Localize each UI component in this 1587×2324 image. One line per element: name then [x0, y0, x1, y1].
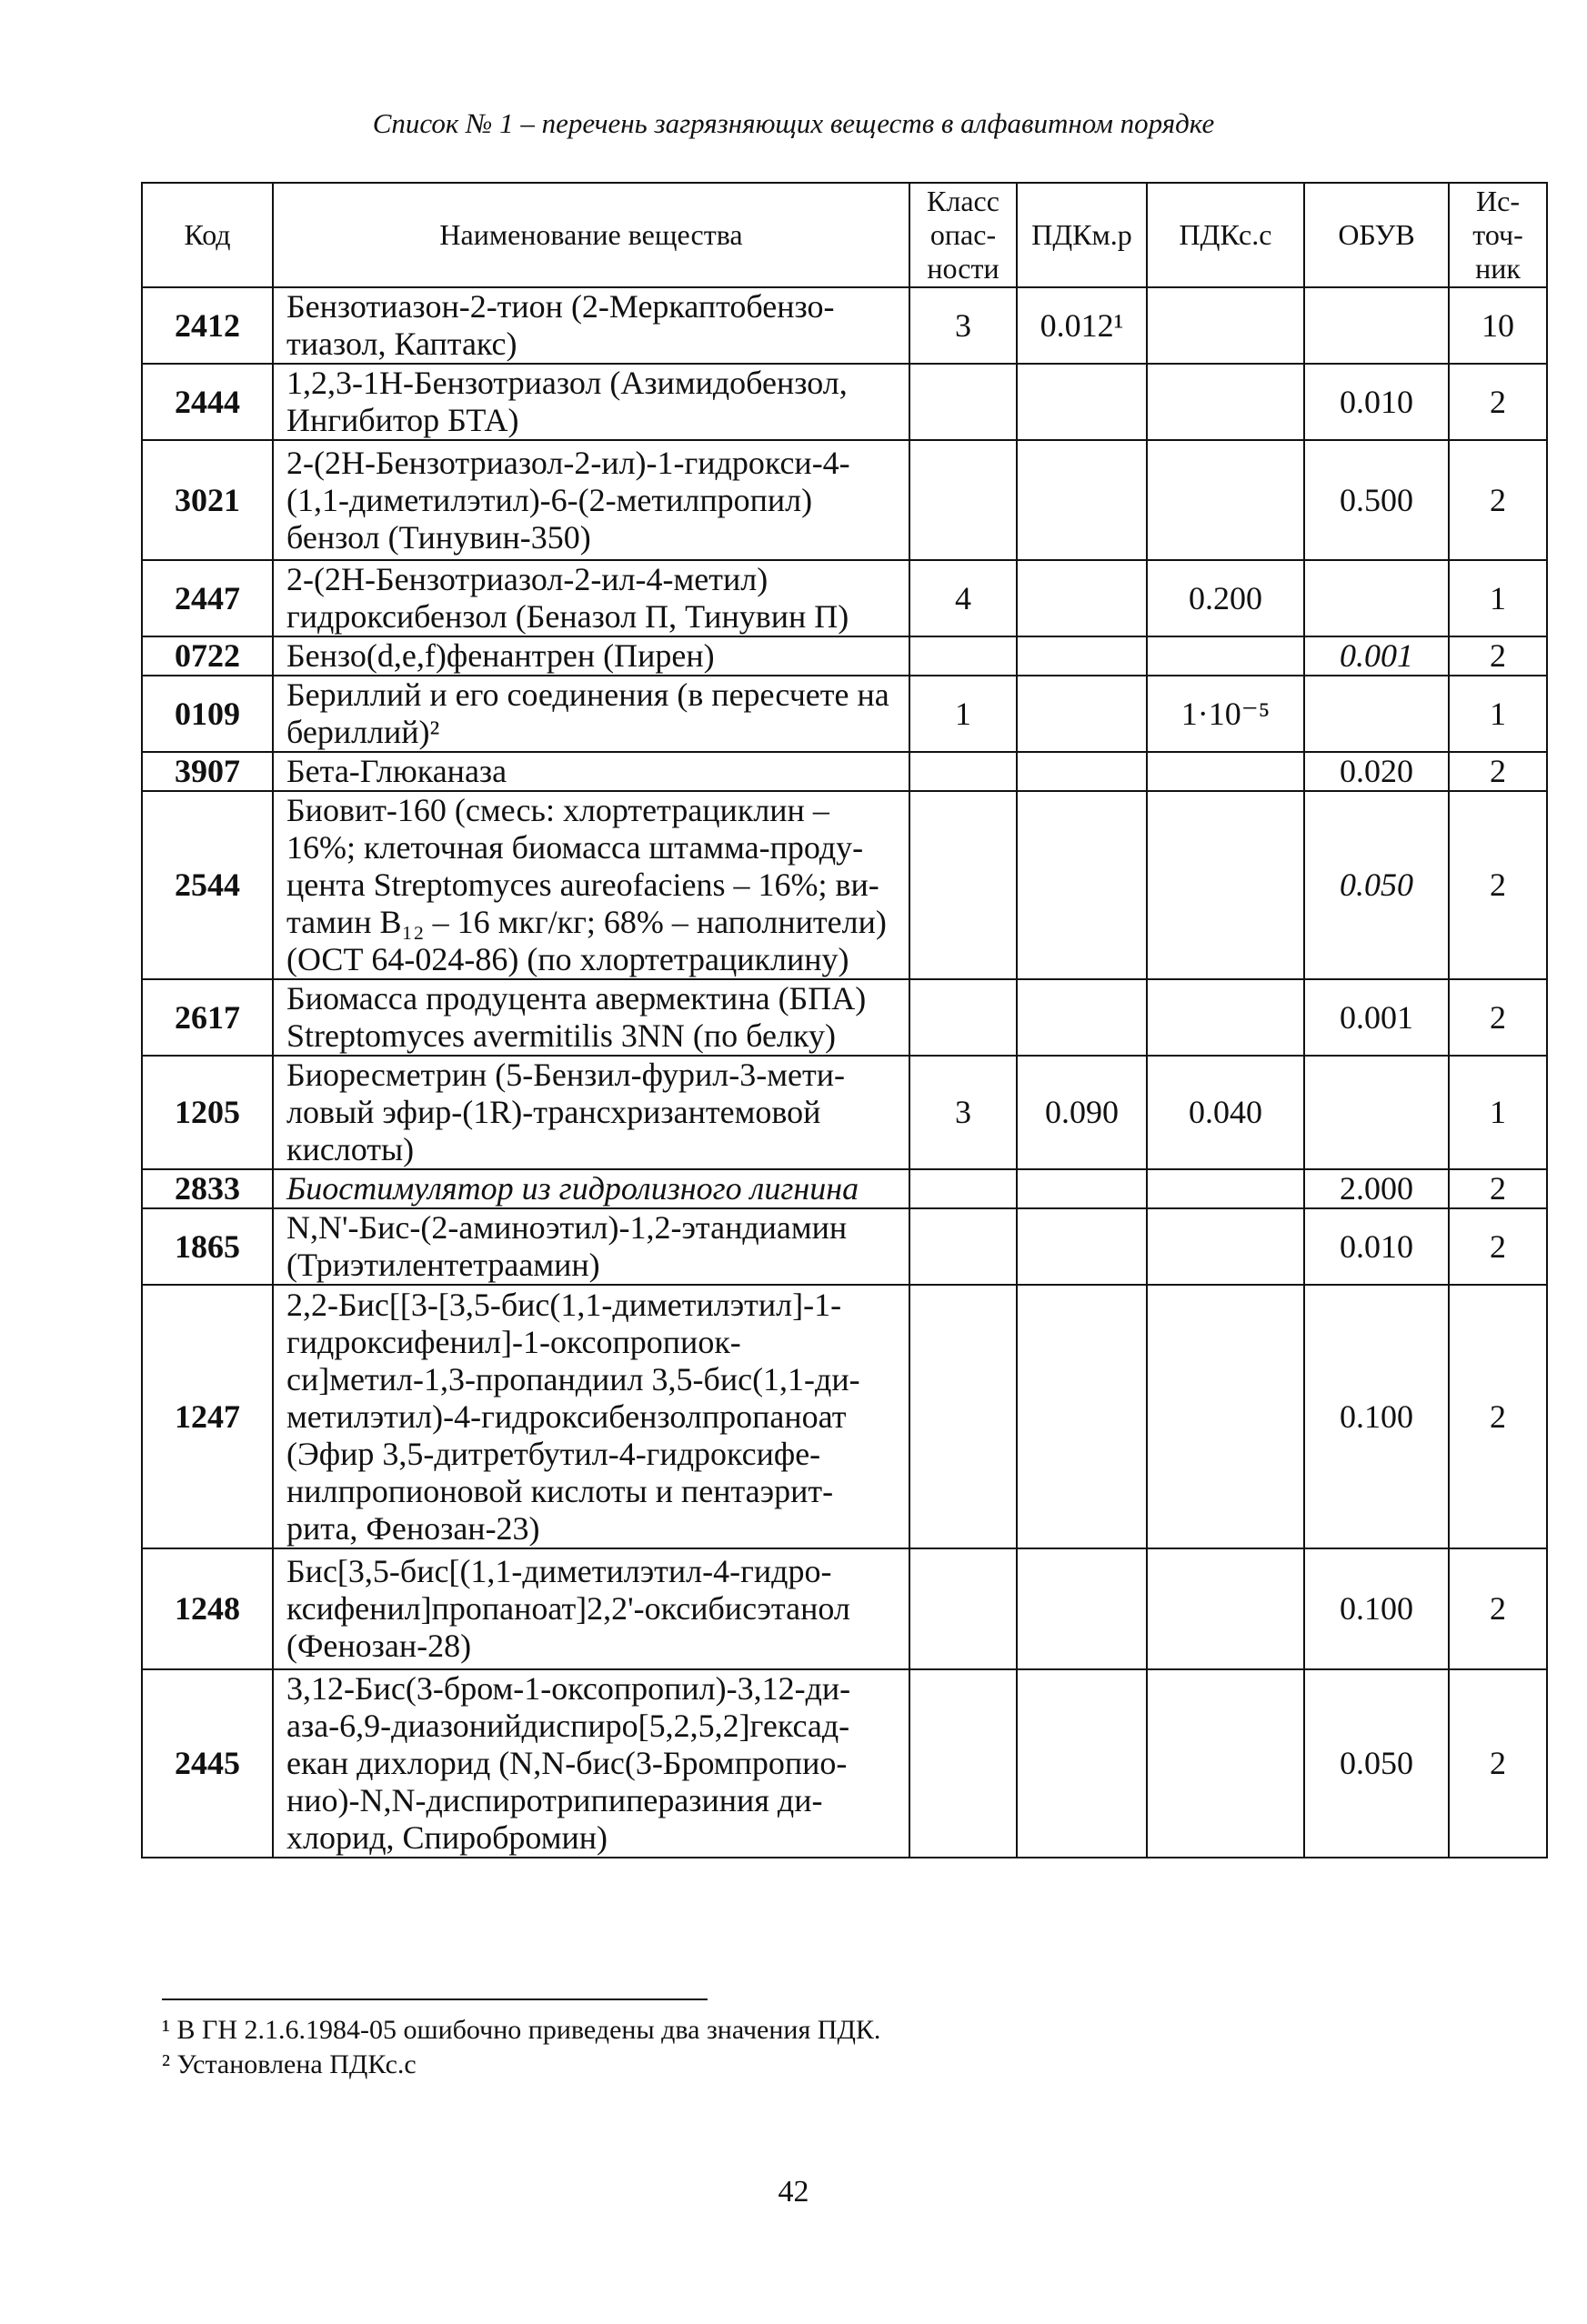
page-number: 42 [778, 2175, 809, 2209]
row-pdk-ss [1147, 1548, 1304, 1669]
table-row [142, 979, 1547, 1056]
row-pdk-ss: 1·10⁻⁵ [1147, 676, 1304, 752]
row-pdk-mr [1017, 1208, 1147, 1285]
row-obuv: 0.050 [1304, 1669, 1449, 1858]
row-source: 2 [1449, 1169, 1547, 1208]
row-hazard-class [909, 636, 1017, 676]
row-obuv [1304, 1056, 1449, 1169]
table-row [142, 364, 1547, 440]
row-pdk-mr [1017, 676, 1147, 752]
row-pdk-ss [1147, 636, 1304, 676]
row-substance-name: 3,12-Бис(3-бром-1-оксопропил)-3,12-ди- аза-6,9-диазонийдиспиро[5,2,5,2]гексад- екан дихлорид (N,N-бис(3-Бромпропио- нио)-N,N-диспиротрипиперазиния ди- хлорид, Спиробромин) [273, 1669, 909, 1858]
table-row [142, 1208, 1547, 1285]
row-pdk-ss: 0.040 [1147, 1056, 1304, 1169]
row-obuv: 0.010 [1304, 1208, 1449, 1285]
table-row [142, 1169, 1547, 1208]
header-obuv: ОБУВ [1304, 183, 1449, 287]
table-row [142, 1548, 1547, 1669]
row-obuv [1304, 287, 1449, 364]
row-code: 3021 [142, 440, 273, 560]
row-hazard-class: 3 [909, 287, 1017, 364]
row-source: 2 [1449, 1548, 1547, 1669]
page-title: Список № 1 – перечень загрязняющих веществ в алфавитном порядке [372, 107, 1215, 139]
row-pdk-mr: 0.012¹ [1017, 287, 1147, 364]
row-source: 10 [1449, 287, 1547, 364]
row-source: 2 [1449, 1285, 1547, 1548]
row-substance-name: Бериллий и его соединения (в пересчете на бериллий)² [273, 676, 909, 752]
row-pdk-mr [1017, 1669, 1147, 1858]
row-pdk-mr [1017, 636, 1147, 676]
row-pdk-ss [1147, 979, 1304, 1056]
row-code: 2445 [142, 1669, 273, 1858]
row-source: 1 [1449, 676, 1547, 752]
row-code: 2617 [142, 979, 273, 1056]
row-code: 2544 [142, 791, 273, 979]
table-body [142, 287, 1547, 1858]
header-pdk-mr: ПДКм.р [1017, 183, 1147, 287]
row-pdk-ss [1147, 287, 1304, 364]
row-code: 0109 [142, 676, 273, 752]
row-source: 1 [1449, 1056, 1547, 1169]
table-row [142, 1056, 1547, 1169]
row-pdk-ss: 0.200 [1147, 560, 1304, 636]
row-source: 2 [1449, 1669, 1547, 1858]
row-code: 2444 [142, 364, 273, 440]
row-code: 1865 [142, 1208, 273, 1285]
row-substance-name: Бензо(d,e,f)фенантрен (Пирен) [273, 636, 909, 676]
footnote-1: ¹ В ГН 2.1.6.1984-05 ошибочно приведены два значения ПДК. [162, 2015, 881, 2045]
row-code: 1205 [142, 1056, 273, 1169]
row-hazard-class [909, 1548, 1017, 1669]
row-hazard-class [909, 1169, 1017, 1208]
header-pdk-ss: ПДКс.с [1147, 183, 1304, 287]
row-hazard-class [909, 1669, 1017, 1858]
row-pdk-mr [1017, 791, 1147, 979]
row-hazard-class [909, 791, 1017, 979]
row-pdk-ss [1147, 1669, 1304, 1858]
row-source: 2 [1449, 791, 1547, 979]
row-pdk-ss [1147, 1285, 1304, 1548]
row-obuv: 0.001 [1304, 636, 1449, 676]
header-name: Наименование вещества [273, 183, 909, 287]
row-substance-name: Биостимулятор из гидролизного лигнина [273, 1169, 909, 1208]
row-code: 1247 [142, 1285, 273, 1548]
table-row [142, 1285, 1547, 1548]
table-row [142, 676, 1547, 752]
row-pdk-mr [1017, 979, 1147, 1056]
row-hazard-class [909, 979, 1017, 1056]
row-pdk-mr [1017, 1548, 1147, 1669]
substances-table [141, 182, 1548, 1858]
row-pdk-ss [1147, 364, 1304, 440]
row-source: 2 [1449, 364, 1547, 440]
row-pdk-ss [1147, 752, 1304, 791]
row-hazard-class: 1 [909, 676, 1017, 752]
row-obuv: 0.010 [1304, 364, 1449, 440]
table-row [142, 440, 1547, 560]
row-hazard-class [909, 752, 1017, 791]
row-code: 1248 [142, 1548, 273, 1669]
row-hazard-class [909, 1285, 1017, 1548]
row-pdk-mr [1017, 364, 1147, 440]
table-row [142, 752, 1547, 791]
header-code: Код [142, 183, 273, 287]
row-obuv: 0.100 [1304, 1548, 1449, 1669]
footnote-divider [162, 1998, 708, 2000]
row-pdk-ss [1147, 1169, 1304, 1208]
row-hazard-class: 3 [909, 1056, 1017, 1169]
row-substance-name: 2,2-Бис[[3-[3,5-бис(1,1-диметилэтил]-1- гидроксифенил]-1-оксопропиок- си]метил-1,3-пропандиил 3,5-бис(1,1-ди- метилэтил)-4-гидроксибензолпропаноат (Эфир 3,5-дитретбутил-4-гидроксифе- нилпропионовой кислоты и пентаэрит- рита, Фенозан-23) [273, 1285, 909, 1548]
row-pdk-ss [1147, 791, 1304, 979]
row-substance-name: Биомасса продуцента авермектина (БПА) Streptomyces avermitilis 3NN (по белку) [273, 979, 909, 1056]
row-obuv: 0.500 [1304, 440, 1449, 560]
table-row [142, 560, 1547, 636]
table-header-row [142, 183, 1547, 287]
row-hazard-class [909, 440, 1017, 560]
row-pdk-mr [1017, 1285, 1147, 1548]
row-pdk-mr [1017, 752, 1147, 791]
row-substance-name: 2-(2Н-Бензотриазол-2-ил-4-метил) гидроксибензол (Беназол П, Тинувин П) [273, 560, 909, 636]
row-hazard-class [909, 364, 1017, 440]
row-substance-name: Бензотиазон-2-тион (2-Меркаптобензо- тиазол, Каптакс) [273, 287, 909, 364]
row-pdk-ss [1147, 1208, 1304, 1285]
row-substance-name: Биоресметрин (5-Бензил-фурил-3-мети- ловый эфир-(1R)-трансхризантемовой кислоты) [273, 1056, 909, 1169]
table-row [142, 636, 1547, 676]
row-hazard-class: 4 [909, 560, 1017, 636]
row-hazard-class [909, 1208, 1017, 1285]
table-row [142, 791, 1547, 979]
row-pdk-mr [1017, 440, 1147, 560]
row-substance-name: 1,2,3-1Н-Бензотриазол (Азимидобензол, Ингибитор БТА) [273, 364, 909, 440]
row-pdk-mr [1017, 560, 1147, 636]
row-pdk-ss [1147, 440, 1304, 560]
row-obuv: 0.050 [1304, 791, 1449, 979]
row-obuv: 0.001 [1304, 979, 1449, 1056]
table-row [142, 287, 1547, 364]
row-source: 2 [1449, 440, 1547, 560]
row-substance-name: 2-(2Н-Бензотриазол-2-ил)-1-гидрокси-4- (1,1-диметилэтил)-6-(2-метилпропил) бензол (Тинувин-350) [273, 440, 909, 560]
row-code: 2833 [142, 1169, 273, 1208]
row-substance-name: N,N'-Бис-(2-аминоэтил)-1,2-этандиамин (Триэтилентетраамин) [273, 1208, 909, 1285]
row-substance-name: Бета-Глюканаза [273, 752, 909, 791]
row-source: 2 [1449, 752, 1547, 791]
row-code: 2412 [142, 287, 273, 364]
row-code: 3907 [142, 752, 273, 791]
row-substance-name: Биовит-160 (смесь: хлортетрациклин – 16%; клеточная биомасса штамма-проду- цента Streptomyces aureofaciens – 16%; ви- тамин B₁₂ – 16 мкг/кг; 68% – наполнители) (ОСТ 64-024-86) (по хлортетрациклину) [273, 791, 909, 979]
row-source: 2 [1449, 636, 1547, 676]
row-source: 2 [1449, 979, 1547, 1056]
header-hazard-class: Класс опас- ности [909, 183, 1017, 287]
footnote-2: ² Установлена ПДКс.с [162, 2049, 417, 2079]
row-substance-name: Бис[3,5-бис[(1,1-диметилэтил-4-гидро- ксифенил]пропаноат]2,2'-оксибисэтанол (Фенозан-28) [273, 1548, 909, 1669]
row-obuv [1304, 560, 1449, 636]
footnotes [162, 1998, 1435, 2082]
row-code: 2447 [142, 560, 273, 636]
row-pdk-mr [1017, 1169, 1147, 1208]
row-obuv [1304, 676, 1449, 752]
header-source: Ис- точ- ник [1449, 183, 1547, 287]
row-pdk-mr: 0.090 [1017, 1056, 1147, 1169]
table-row [142, 1669, 1547, 1858]
row-obuv: 2.000 [1304, 1169, 1449, 1208]
row-obuv: 0.100 [1304, 1285, 1449, 1548]
row-code: 0722 [142, 636, 273, 676]
row-obuv: 0.020 [1304, 752, 1449, 791]
row-source: 2 [1449, 1208, 1547, 1285]
row-source: 1 [1449, 560, 1547, 636]
